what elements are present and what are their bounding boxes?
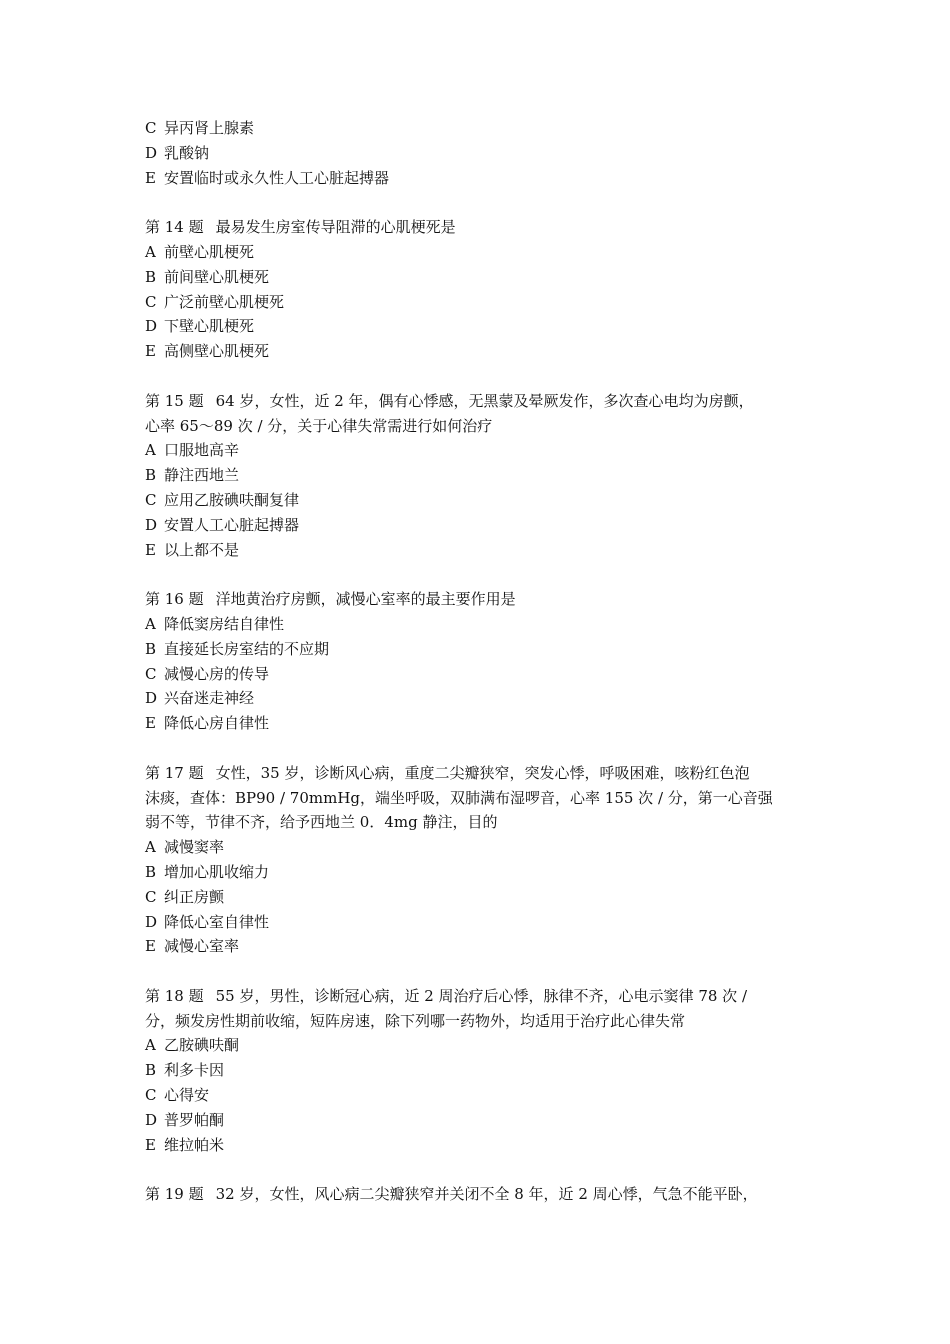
option-a	[145, 438, 810, 463]
option-text: 口服地高辛	[164, 441, 240, 460]
question-stem-text: 55 岁，男性，诊断冠心病，近 2 周治疗后心悸，脉律不齐，心电示窦律 78 次 /	[215, 986, 748, 1005]
option-text: 心得安	[164, 1086, 210, 1105]
option-text: 直接延长房室结的不应期	[164, 639, 330, 658]
option-c	[145, 1083, 810, 1108]
question-19	[145, 1182, 810, 1207]
question-stem-continued: 分，频发房性期前收缩，短阵房速，除下列哪一药物外，均适用于治疗此心律失常	[145, 1011, 686, 1030]
option-letter: C	[145, 887, 157, 906]
option-c	[145, 662, 810, 687]
question-stem-continued: 心率 65～89 次 / 分，关于心律失常需进行如何治疗	[145, 416, 493, 435]
option-d	[145, 910, 810, 935]
option-letter: D	[145, 912, 158, 931]
option-c	[145, 290, 810, 315]
option-letter: E	[145, 714, 156, 733]
option-text: 普罗帕酮	[164, 1110, 225, 1129]
option-b	[145, 265, 810, 290]
option-e	[145, 339, 810, 364]
option-e	[145, 1133, 810, 1158]
option-letter: C	[145, 292, 157, 311]
option-letter: D	[145, 143, 158, 162]
prev-question-options	[145, 116, 810, 190]
option-d	[145, 314, 810, 339]
question-stem-text: 最易发生房室传导阻滞的心肌梗死是	[215, 218, 456, 237]
option-letter: D	[145, 689, 158, 708]
option-text: 静注西地兰	[164, 466, 240, 485]
option-letter: D	[145, 317, 158, 336]
question-stem-continued: 弱不等，节律不齐，给予西地兰 0．4mg 静注，目的	[145, 813, 498, 832]
option-letter: D	[145, 1110, 158, 1129]
option-text: 安置人工心脏起搏器	[164, 515, 300, 534]
option-c	[145, 885, 810, 910]
option-letter: B	[145, 1061, 157, 1080]
question-number: 第 18 题	[145, 986, 204, 1005]
option-text: 兴奋迷走神经	[164, 689, 255, 708]
option-text: 降低心房自律性	[164, 714, 270, 733]
option-c	[145, 488, 810, 513]
question-stem	[145, 215, 810, 240]
option-a	[145, 240, 810, 265]
option-text: 乙胺碘呋酮	[164, 1036, 240, 1055]
option-text: 利多卡因	[164, 1061, 225, 1080]
question-number: 第 15 题	[145, 391, 204, 410]
option-letter: A	[145, 441, 156, 460]
question-stem-continued: 沫痰，查体：BP90 / 70mmHg，端坐呼吸，双肺满布湿啰音，心率 155 次 / 分，第一心音强	[145, 788, 773, 807]
option-letter: B	[145, 862, 157, 881]
option-text: 前壁心肌梗死	[164, 242, 255, 261]
option-text: 增加心肌收缩力	[164, 862, 270, 881]
option-text: 纠正房颤	[164, 887, 225, 906]
option-letter: E	[145, 1135, 156, 1154]
option-e	[145, 934, 810, 959]
option-text: 降低窦房结自律性	[164, 614, 285, 633]
option-e	[145, 538, 810, 563]
option-letter: E	[145, 342, 156, 361]
option-text: 减慢窦率	[164, 838, 225, 857]
option-letter: E	[145, 540, 156, 559]
option-letter: A	[145, 614, 156, 633]
option-text: 广泛前壁心肌梗死	[164, 292, 285, 311]
option-letter: C	[145, 664, 157, 683]
question-16	[145, 587, 810, 736]
question-14	[145, 215, 810, 364]
option-letter: B	[145, 639, 157, 658]
question-15	[145, 389, 810, 563]
option-letter: A	[145, 1036, 156, 1055]
option-text: 前间壁心肌梗死	[164, 267, 270, 286]
option-b	[145, 463, 810, 488]
question-stem	[145, 587, 810, 612]
question-stem	[145, 984, 810, 1009]
option-d	[145, 1108, 810, 1133]
option-letter: C	[145, 119, 157, 137]
option-e	[145, 166, 810, 191]
option-letter: E	[145, 937, 156, 956]
option-letter: C	[145, 490, 157, 509]
spacer	[145, 364, 810, 389]
option-text: 乳酸钠	[164, 143, 210, 162]
option-letter: B	[145, 267, 157, 286]
question-stem	[145, 389, 810, 414]
option-e	[145, 711, 810, 736]
option-text: 高侧壁心肌梗死	[164, 342, 270, 361]
option-c	[145, 116, 810, 141]
question-number: 第 19 题	[145, 1185, 204, 1204]
option-text: 安置临时或永久性人工心脏起搏器	[164, 168, 390, 187]
question-number: 第 14 题	[145, 218, 204, 237]
option-text: 以上都不是	[164, 540, 240, 559]
option-letter: D	[145, 515, 158, 534]
spacer	[145, 190, 810, 215]
option-a	[145, 1033, 810, 1058]
option-text: 减慢心房的传导	[164, 664, 270, 683]
question-stem-text: 洋地黄治疗房颤，减慢心室率的最主要作用是	[215, 590, 516, 609]
question-number: 第 17 题	[145, 763, 204, 782]
option-a	[145, 612, 810, 637]
option-text: 维拉帕米	[164, 1135, 225, 1154]
option-letter: E	[145, 168, 156, 187]
option-a	[145, 835, 810, 860]
question-stem-text: 女性，35 岁，诊断风心病，重度二尖瓣狭窄，突发心悸，呼吸困难，咳粉红色泡	[215, 763, 750, 782]
option-letter: B	[145, 466, 157, 485]
option-d	[145, 513, 810, 538]
question-stem	[145, 1182, 810, 1207]
option-text: 减慢心室率	[164, 937, 240, 956]
document-page	[145, 116, 810, 1207]
option-letter: C	[145, 1086, 157, 1105]
spacer	[145, 562, 810, 587]
question-stem	[145, 761, 810, 786]
option-text: 异丙肾上腺素	[164, 119, 255, 137]
question-stem-text: 64 岁，女性，近 2 年，偶有心悸感，无黑蒙及晕厥发作，多次查心电均为房颤，	[215, 391, 754, 410]
question-number: 第 16 题	[145, 590, 204, 609]
option-text: 降低心室自律性	[164, 912, 270, 931]
question-stem-text: 32 岁，女性，风心病二尖瓣狭窄并关闭不全 8 年，近 2 周心悸，气急不能平卧，	[215, 1185, 758, 1204]
option-letter: A	[145, 242, 156, 261]
option-d	[145, 686, 810, 711]
option-d	[145, 141, 810, 166]
option-letter: A	[145, 838, 156, 857]
option-b	[145, 637, 810, 662]
spacer	[145, 1157, 810, 1182]
spacer	[145, 736, 810, 761]
spacer	[145, 959, 810, 984]
option-b	[145, 860, 810, 885]
option-b	[145, 1058, 810, 1083]
option-text: 应用乙胺碘呋酮复律	[164, 490, 300, 509]
question-18	[145, 984, 810, 1158]
option-text: 下壁心肌梗死	[164, 317, 255, 336]
question-17	[145, 761, 810, 959]
